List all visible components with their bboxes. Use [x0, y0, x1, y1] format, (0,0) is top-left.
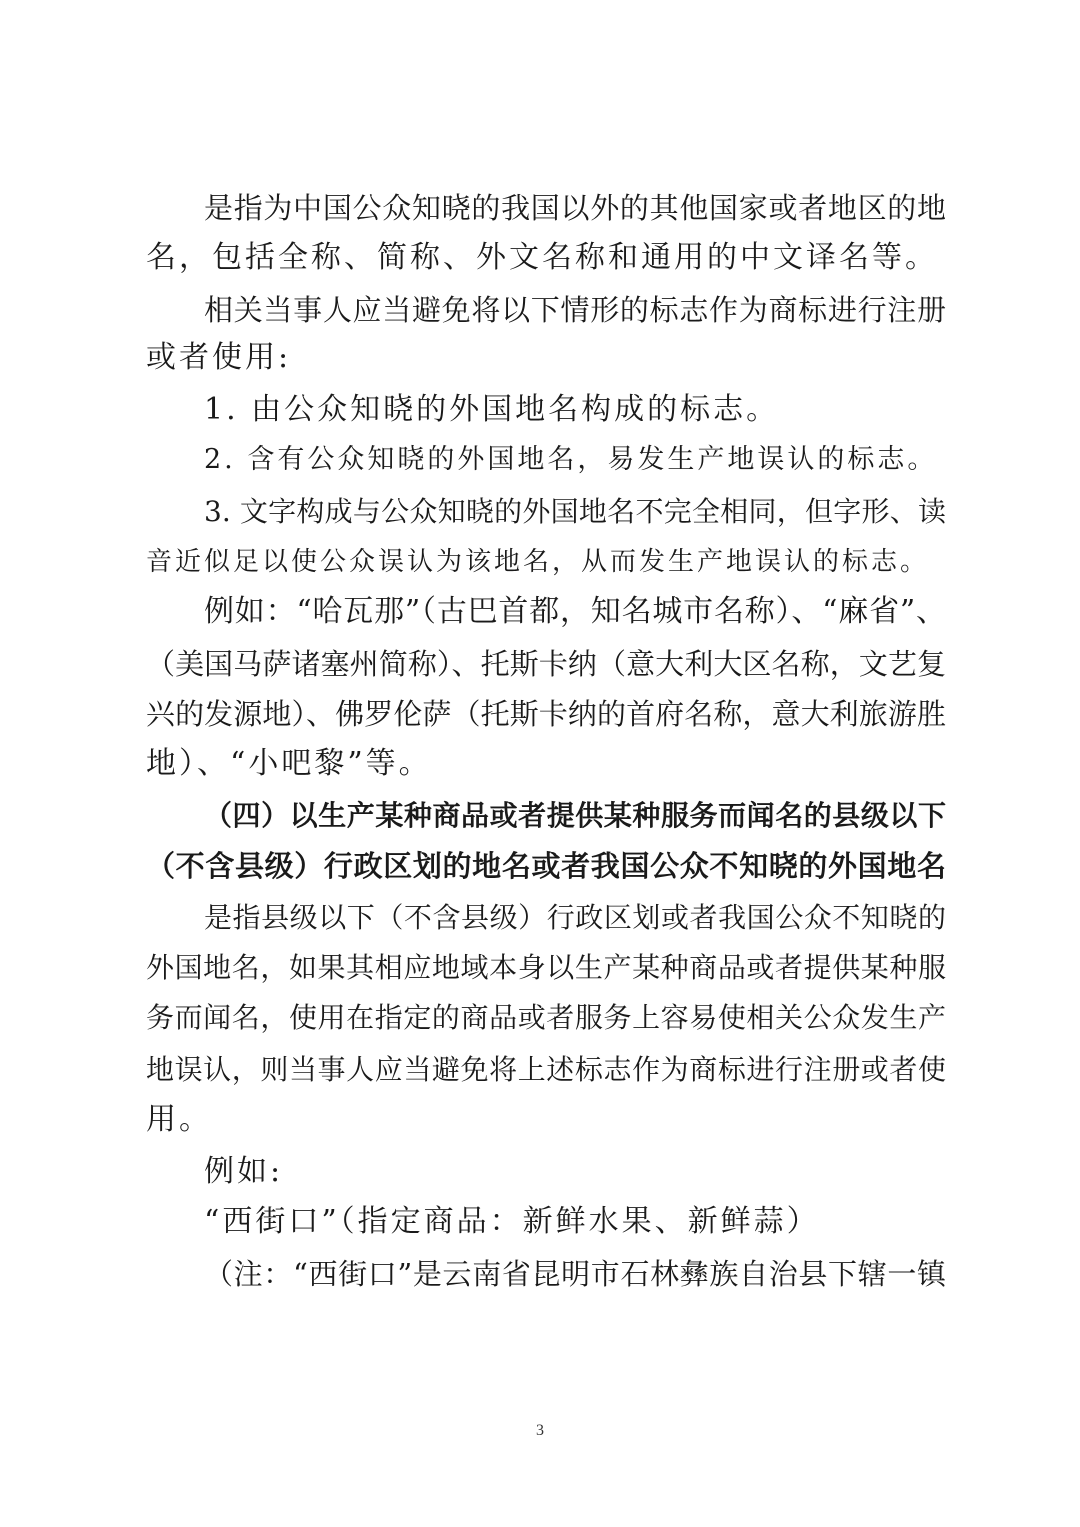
body-text-line: 1. 由公众知晓的外国地名构成的标志。 — [204, 392, 780, 427]
body-text-line: 例如：“哈瓦那”（古巴首都，知名城市名称）、“麻省”、 — [204, 594, 946, 629]
page-number: 3 — [536, 1422, 544, 1439]
body-text-line: 兴的发源地）、佛罗伦萨（托斯卡纳的首府名称，意大利旅游胜 — [146, 697, 946, 731]
body-text-line: 相关当事人应当避免将以下情形的标志作为商标进行注册 — [204, 293, 946, 327]
body-text-line: “西街口”（指定商品：新鲜水果、新鲜蒜） — [204, 1204, 820, 1239]
body-text-line: 是指县级以下（不含县级）行政区划或者我国公众不知晓的 — [204, 901, 946, 934]
body-text-line: 例如: — [204, 1154, 284, 1189]
body-text-line: 名，包括全称、简称、外文名称和通用的中文译名等。 — [146, 240, 938, 275]
body-text-line: 务而闻名，使用在指定的商品或者服务上容易使相关公众发生产 — [146, 1001, 946, 1034]
body-text-line: 用。 — [146, 1102, 212, 1137]
body-text-line: 地误认，则当事人应当避免将上述标志作为商标进行注册或者使 — [146, 1053, 946, 1086]
body-text-line: 地）、“小吧黎”等。 — [146, 746, 432, 781]
body-text-line: 或者使用: — [146, 340, 292, 375]
body-text-line: 外国地名，如果其相应地域本身以生产某种商品或者提供某种服 — [146, 951, 946, 984]
body-text-line: 2. 含有公众知晓的外国地名，易发生产地误认的标志。 — [204, 444, 938, 475]
section-heading-line: （四）以生产某种商品或者提供某种服务而闻名的县级以下 — [204, 799, 946, 832]
body-text-line: 3. 文字构成与公众知晓的外国地名不完全相同，但字形、读 — [204, 495, 946, 528]
section-heading-line: （不含县级）行政区划的地名或者我国公众不知晓的外国地名 — [146, 849, 946, 883]
body-text-line: （美国马萨诸塞州简称）、托斯卡纳（意大利大区名称，文艺复 — [146, 647, 946, 681]
body-text-line: 是指为中国公众知晓的我国以外的其他国家或者地区的地 — [204, 191, 946, 225]
body-text-line: 音近似足以使公众误认为该地名，从而发生产地误认的标志。 — [146, 547, 930, 577]
body-text-line: （注：“西街口”是云南省昆明市石林彝族自治县下辖一镇 — [204, 1257, 946, 1291]
